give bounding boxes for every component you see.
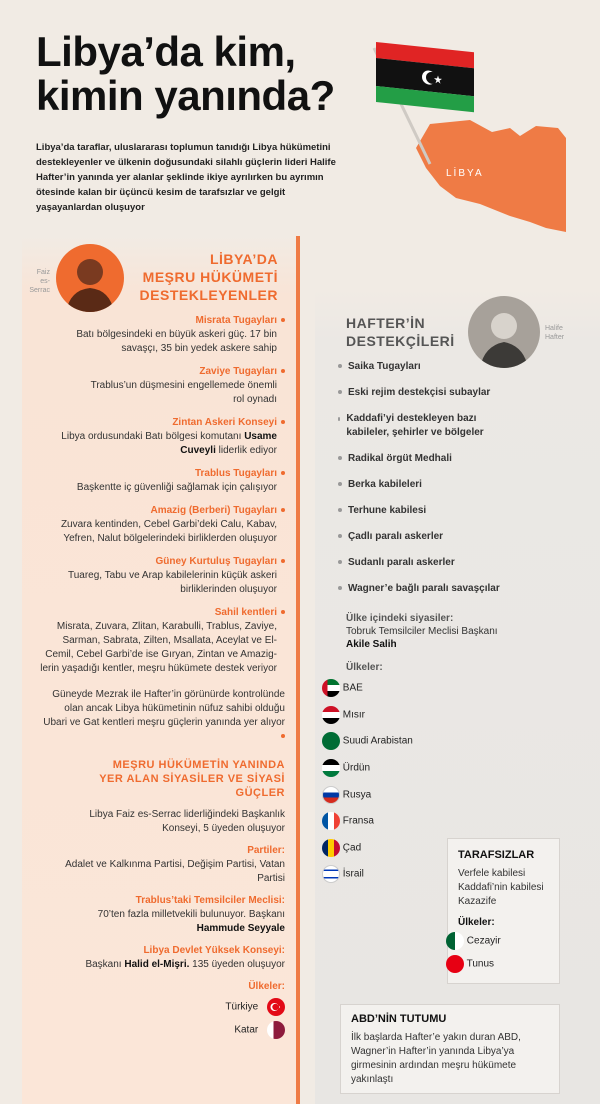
hafter-politicians: [346, 612, 546, 651]
country-name: Tunus: [466, 958, 495, 970]
israel-flag-icon: [322, 865, 340, 883]
neutral-item: Verfele kabilesi: [458, 868, 526, 879]
usa-title: ABD’NİN TUTUMU: [351, 1013, 447, 1025]
country-name: İsrail: [342, 869, 364, 881]
item-head: Zintan Askeri Konseyi: [172, 417, 277, 428]
item-body: Başkentte iç güvenliği sağlamak için çalışıyor: [76, 482, 277, 493]
country-name: Mısır: [342, 709, 365, 721]
country-name: Katar: [234, 1024, 259, 1036]
country-name: Fransa: [342, 815, 374, 827]
list-item: [40, 844, 285, 886]
country-name: BAE: [342, 682, 363, 694]
item-body: Zuvara kentinden, Cebel Garbi’deki Calu, Kabav, Yefren, Nalut bölgelerindeki birliklerden oluşuyor: [60, 519, 277, 544]
libya-map-illustration: [360, 36, 600, 246]
item-head: Trablus Tugayları: [194, 468, 277, 479]
person-silhouette-icon: [468, 296, 540, 368]
country-name: Rusya: [342, 789, 372, 801]
list-item: Wagner’e bağlı paralı savaşçılar: [338, 582, 508, 596]
bullet-icon: [281, 559, 285, 563]
bullet-icon: [281, 420, 285, 424]
list-item: [40, 467, 285, 495]
bullet-icon: [338, 482, 342, 486]
russia-flag-icon: [322, 786, 340, 804]
neutral-item: Kaddafi’nin kabilesi: [458, 882, 544, 893]
right-countries-head: Ülkeler:: [346, 662, 383, 673]
country-row: [446, 955, 549, 974]
country-row: [446, 932, 549, 951]
country-row: [322, 812, 462, 831]
item-body-bold: Usame Cuveyli: [180, 431, 277, 456]
country-name: Çad: [342, 842, 362, 854]
list-item: [40, 314, 285, 356]
algeria-flag-icon: [446, 932, 464, 950]
bullet-icon: [338, 364, 342, 368]
jordan-flag-icon: [322, 759, 340, 777]
item-head: Amazig (Berberi) Tugayları: [150, 505, 277, 516]
usa-position-box: [340, 1004, 560, 1094]
item-head: Zaviye Tugayları: [199, 366, 277, 377]
country-name: Suudi Arabistan: [342, 735, 413, 747]
left-section-title: LİBYA’DA MEŞRU HÜKÜMETİ DESTEKLEYENLER: [139, 251, 278, 303]
item-head: Sahil kentleri: [214, 607, 277, 618]
intro-paragraph: Libya’da taraflar, uluslararası toplumun tanıdığı Libya hükümetini destekleyenler ve ülkenin doğusundaki silahlı güçlerin lideri Halife Hafter’in yanında yer alanlar şeklinde ikiye ayrılırken bu ayrımın ötesinde kalan bir üçüncü kesim de tarafsızlar ve gelgit yaşayanlardan oluşuyor: [36, 142, 336, 213]
list-item: Terhune kabilesi: [338, 504, 508, 518]
country-name: Cezayir: [466, 935, 501, 947]
politicians-body: Tobruk Temsilciler Meclisi Başkanı: [346, 626, 498, 637]
bullet-icon: [281, 471, 285, 475]
country-row: [322, 679, 462, 698]
country-name: Türkiye: [225, 1001, 259, 1013]
hafter-avatar: [468, 296, 540, 368]
neutral-title: TARAFSIZLAR: [458, 849, 535, 861]
map-label: LİBYA: [446, 168, 484, 179]
list-item: [40, 555, 285, 597]
bullet-icon: [281, 369, 285, 373]
list-item: [40, 365, 285, 407]
political-item-tail: 135 üyeden oluşuyor: [189, 959, 285, 970]
political-intro: Libya Faiz es-Serrac liderliğindeki Başkanlık Konseyi, 5 üyeden oluşuyor: [89, 809, 285, 834]
political-section-title: MEŞRU HÜKÜMETİN YANINDA YER ALAN SİYASİLER VE SİYASİ GÜÇLER: [99, 759, 285, 799]
item-body: Libya ordusundaki Batı bölgesi komutanı: [61, 431, 242, 442]
right-section-title: HAFTER’İN DESTEKÇİLERİ: [346, 315, 455, 349]
libya-map-shape: [416, 120, 566, 232]
country-name: Ürdün: [342, 762, 371, 774]
list-item: [40, 944, 285, 972]
political-item-body: Başkanı: [85, 959, 125, 970]
country-row: [322, 839, 462, 858]
qatar-flag-icon: [267, 1021, 285, 1039]
neutral-item: Kazazife: [458, 896, 497, 907]
hafter-supporters-list: [338, 360, 508, 608]
person-silhouette-icon: [56, 244, 124, 312]
item-body: Batı bölgesindeki en büyük askeri güç. 17 bin savaşçı, 35 bin yedek askere sahip: [76, 329, 277, 354]
left-panel-divider: [296, 236, 300, 1104]
country-row: [322, 706, 462, 725]
item-body: Trablus’un düşmesini engellemede önemli rol oynadı: [90, 380, 277, 405]
politicians-name: Akile Salih: [346, 639, 397, 650]
france-flag-icon: [322, 812, 340, 830]
bullet-icon: [338, 390, 342, 394]
bullet-icon: [338, 560, 342, 564]
political-item-body: Adalet ve Kalkınma Partisi, Değişim Partisi, Vatan Partisi: [65, 859, 285, 884]
list-item: [40, 688, 285, 744]
list-item: Radikal örgüt Medhali: [338, 452, 508, 466]
list-item: Berka kabileleri: [338, 478, 508, 492]
usa-body: İlk başlarda Hafter’e yakın duran ABD, Wagner’in Hafter’in yanında Libya’ya girmesinin ardından meşru hükümete yakınlaştı: [351, 1032, 521, 1085]
political-item-body: 70’ten fazla milletvekili bulunuyor. Başkanı: [97, 909, 285, 920]
bullet-icon: [338, 417, 340, 421]
country-row: [322, 732, 462, 751]
bullet-icon: [338, 534, 342, 538]
right-person-caption: Halife Hafter: [545, 325, 565, 341]
bullet-icon: [281, 734, 285, 738]
item-body-tail: liderlik ediyor: [215, 445, 277, 456]
bullet-icon: [338, 586, 342, 590]
bullet-icon: [281, 318, 285, 322]
list-item: Sudanlı paralı askerler: [338, 556, 508, 570]
hafter-countries: [322, 662, 462, 884]
politicians-head: Ülke içindeki siyasiler:: [346, 613, 454, 624]
tunisia-flag-icon: [446, 955, 464, 973]
country-row: [322, 759, 462, 778]
bullet-icon: [338, 508, 342, 512]
bullet-icon: [281, 610, 285, 614]
left-supporters-list: [40, 314, 285, 1039]
item-body: Tuareg, Tabu ve Arap kabilelerinin küçük askeri birliklerinden oluşuyor: [67, 570, 277, 595]
list-item: Kaddafi’yi destekleyen bazı kabileler, şehirler ve bölgeler: [338, 412, 508, 440]
list-item: Çadlı paralı askerler: [338, 530, 508, 544]
page-title: Libya’da kim, kimin yanında?: [36, 28, 335, 119]
left-person-caption: Faiz es-Serrac: [29, 269, 50, 294]
political-item-head: Trablus’taki Temsilciler Meclisi:: [135, 895, 285, 906]
list-item: Saika Tugayları: [338, 360, 508, 374]
political-item-bold: Hammude Seyyale: [196, 923, 285, 934]
item-body: Güneyde Mezrak ile Hafter’in görünürde kontrolünde olan ancak Libya hükümetinin nüfuz sahibi olduğu Ubari ve Gat kentleri meşru güçlerin yanında yer alıyor: [43, 689, 285, 728]
country-row: [40, 998, 285, 1017]
item-head: Misrata Tugayları: [195, 315, 277, 326]
chad-flag-icon: [322, 839, 340, 857]
list-item: [40, 894, 285, 936]
bullet-icon: [338, 456, 342, 460]
libya-flag: [376, 42, 474, 112]
political-item-head: Partiler:: [247, 845, 285, 856]
left-countries-head: Ülkeler:: [248, 981, 285, 992]
neutral-box: [447, 838, 560, 984]
egypt-flag-icon: [322, 706, 340, 724]
political-item-head: Libya Devlet Yüksek Konseyi:: [143, 945, 285, 956]
bullet-icon: [281, 508, 285, 512]
uae-flag-icon: [322, 679, 340, 697]
item-head: Güney Kurtuluş Tugayları: [155, 556, 277, 567]
political-item-bold: Halid el-Mişri.: [124, 959, 190, 970]
item-body: Misrata, Zuvara, Zlitan, Karabulli, Trablus, Zaviye, Sarman, Sabrata, Zilten, Msallata, Aceylat ve El-Cemil, Cebel Garbi’de ise Gıryan, Zintan ve Amaziglerin yaşadığı kentler, meşru hükümete destek veriyor: [40, 621, 277, 674]
neutral-countries-head: Ülkeler:: [458, 917, 495, 928]
saudi-arabia-flag-icon: [322, 732, 340, 750]
country-row: [322, 865, 462, 884]
list-item: Eski rejim destekçisi subaylar: [338, 386, 508, 400]
list-item: [40, 504, 285, 546]
list-item: [40, 606, 285, 676]
country-row: [322, 786, 462, 805]
turkey-flag-icon: [267, 998, 285, 1016]
country-row: [40, 1021, 285, 1040]
list-item: [40, 416, 285, 458]
serrac-avatar: [56, 244, 124, 312]
